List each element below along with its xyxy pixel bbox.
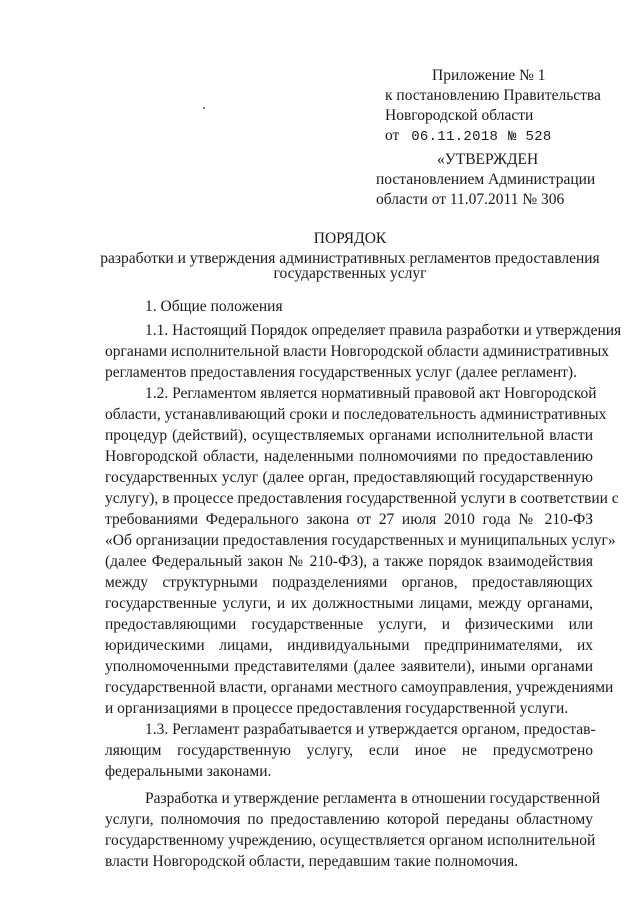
body-line: и организациями в процессе предоставления государственной услуги. bbox=[105, 700, 569, 717]
body-line: регламентов предоставления государственных услуг (далее регламент). bbox=[105, 364, 577, 381]
body-line: Новгородской области, наделенными полномочиями по предоставлению bbox=[105, 448, 593, 465]
body-line: Разработка и утверждение регламента в отношении государственной bbox=[145, 790, 600, 807]
body-line: 1.2. Регламентом является нормативный правовой акт Новгородской bbox=[145, 385, 597, 402]
body-line: власти Новгородской области, передавшим такие полномочия. bbox=[105, 853, 519, 870]
body-line: процедур (действий), осуществляемых органами исполнительной власти bbox=[105, 427, 593, 444]
body-line: государственных услуг (далее орган, предоставляющий государственную bbox=[105, 469, 593, 486]
body-line: государственной власти, органами местного самоуправления, учреждениями bbox=[105, 679, 614, 696]
body-line: 1.1. Настоящий Порядок определяет правила разработки и утверждения bbox=[145, 322, 622, 339]
body-line: федеральными законами. bbox=[105, 763, 272, 780]
date-prefix: от bbox=[385, 127, 400, 144]
body-line: предоставляющими государственные услуги, и физическими или bbox=[105, 616, 593, 633]
approved-label: «УТВЕРЖДЕН bbox=[437, 151, 539, 168]
body-line: требованиями Федерального закона от 27 июля 2010 года № 210-ФЗ bbox=[105, 511, 593, 528]
body-line: услугу), в процессе предоставления государственной услуги в соответствии с bbox=[105, 490, 619, 507]
body-line: между структурными подразделениями органов, предоставляющих bbox=[105, 574, 593, 591]
body-line: уполномоченными представителями (далее заявители), иными органами bbox=[105, 658, 593, 675]
body-line: государственному учреждению, осуществляется органом исполнительной bbox=[105, 832, 596, 849]
body-line: области, устанавливающий сроки и последовательность административных bbox=[105, 406, 607, 423]
document-title: ПОРЯДОК bbox=[313, 230, 387, 247]
document-subtitle-line-1: разработки и утверждения административных регламентов предоставления bbox=[100, 250, 600, 267]
body-line: органами исполнительной власти Новгородской области административных bbox=[105, 343, 609, 360]
body-line: ляющим государственную услугу, если иное не предусмотрено bbox=[105, 742, 593, 759]
approved-by: постановлением Администрации bbox=[376, 171, 596, 188]
body-line: «Об организации предоставления государственных и муниципальных услуг» bbox=[105, 532, 616, 549]
body-line: 1.3. Регламент разрабатывается и утверждается органом, предостав- bbox=[145, 721, 596, 738]
scan-speck bbox=[203, 107, 205, 109]
appendix-to-resolution: к постановлению Правительства bbox=[385, 87, 601, 104]
body-line: государственные услуги, и их должностными лицами, между органами, bbox=[105, 595, 593, 612]
handwritten-number: № 528 bbox=[508, 129, 552, 145]
body-line: услуги, полномочия по предоставлению которой переданы областному bbox=[105, 811, 593, 828]
approved-date: области от 11.07.2011 № 306 bbox=[376, 191, 565, 208]
section-heading: 1. Общие положения bbox=[145, 298, 283, 315]
handwritten-date: 06.11.2018 bbox=[411, 129, 499, 145]
appendix-region: Новгородской области bbox=[385, 107, 534, 124]
body-line: юридическими лицами, индивидуальными предпринимателями, их bbox=[105, 637, 593, 654]
appendix-date-line bbox=[385, 126, 552, 147]
body-line: (далее Федеральный закон № 210-ФЗ), а также порядок взаимодействия bbox=[105, 553, 593, 570]
document-subtitle-line-2: государственных услуг bbox=[273, 265, 427, 282]
appendix-title: Приложение № 1 bbox=[432, 67, 546, 84]
